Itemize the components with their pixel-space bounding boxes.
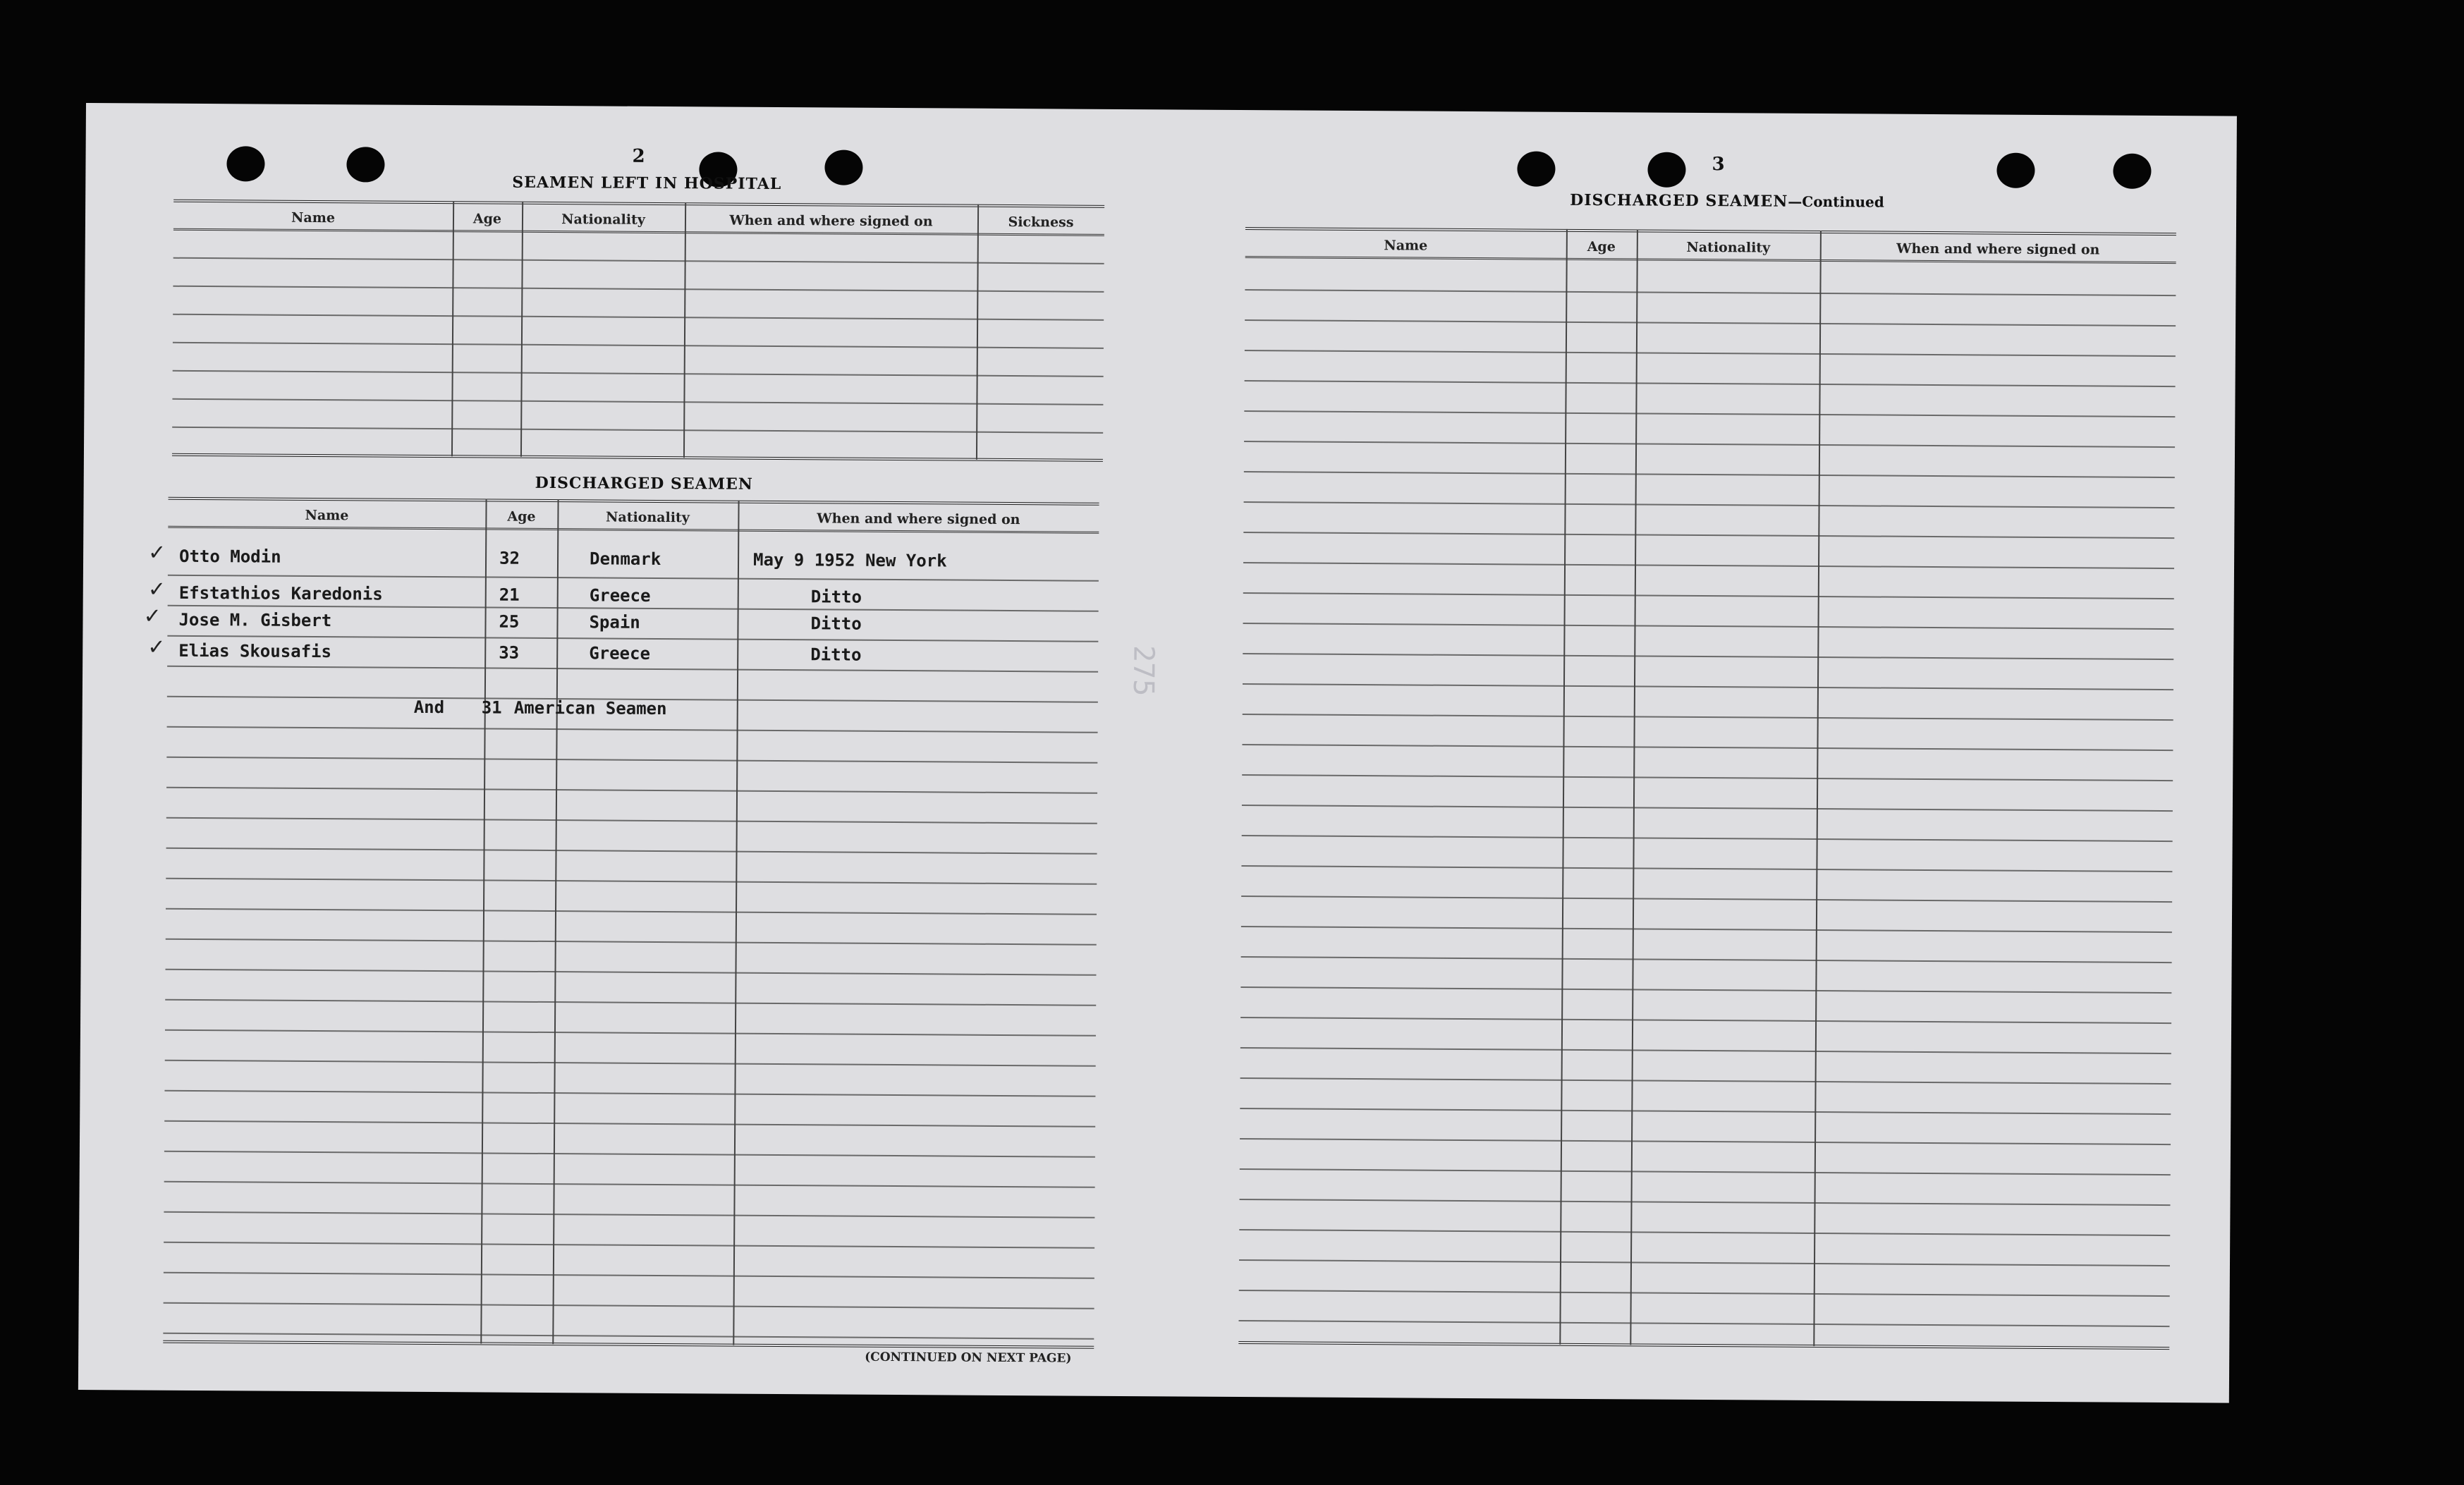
column-divider bbox=[451, 201, 454, 456]
punch-hole bbox=[346, 147, 384, 182]
page-number: 2 bbox=[632, 145, 645, 167]
check-mark: ✓ bbox=[143, 604, 161, 629]
column-header-nationality: Nationality bbox=[1686, 239, 1771, 256]
row-rule bbox=[173, 286, 1104, 293]
column-divider bbox=[976, 204, 979, 460]
row-rule bbox=[1243, 532, 2174, 539]
row-rule bbox=[1240, 1199, 2171, 1206]
row-rule bbox=[164, 1272, 1094, 1279]
punch-hole bbox=[824, 149, 862, 185]
seaman-age: 32 bbox=[499, 548, 520, 568]
row-rule bbox=[1241, 896, 2172, 903]
row-rule bbox=[164, 1120, 1095, 1128]
seaman-nationality: Denmark bbox=[589, 549, 661, 569]
row-rule bbox=[1244, 501, 2175, 508]
row-rule bbox=[166, 908, 1097, 915]
row-rule bbox=[1245, 319, 2176, 326]
row-rule bbox=[166, 817, 1097, 824]
discharged-table bbox=[143, 497, 1099, 1356]
row-rule bbox=[165, 1060, 1096, 1067]
page-number: 3 bbox=[1712, 154, 1725, 176]
punch-hole bbox=[226, 146, 264, 181]
seaman-signed-on: Ditto bbox=[810, 613, 862, 634]
column-header-name: Name bbox=[305, 507, 349, 524]
hospital-section-title: SEAMEN LEFT IN HOSPITAL bbox=[512, 173, 782, 194]
row-rule bbox=[1243, 562, 2174, 569]
row-rule bbox=[168, 575, 1099, 582]
seaman-signed-on: Ditto bbox=[810, 644, 862, 665]
column-divider bbox=[1559, 229, 1568, 1345]
row-rule bbox=[1242, 774, 2173, 781]
seaman-age: 25 bbox=[499, 611, 520, 632]
row-rule bbox=[1244, 471, 2175, 478]
document-sheet bbox=[78, 103, 2237, 1403]
column-divider bbox=[683, 202, 686, 458]
row-rule bbox=[167, 666, 1098, 673]
summary-prefix: And bbox=[413, 697, 445, 718]
punch-hole bbox=[1996, 153, 2035, 188]
row-rule bbox=[164, 1090, 1095, 1097]
row-rule bbox=[1240, 1108, 2171, 1115]
row-rule bbox=[1240, 1047, 2171, 1054]
punch-hole bbox=[1517, 151, 1555, 186]
row-rule bbox=[1244, 410, 2175, 417]
row-rule bbox=[1243, 714, 2173, 721]
seaman-nationality: Greece bbox=[589, 643, 651, 664]
seaman-age: 33 bbox=[499, 642, 520, 663]
row-rule bbox=[165, 969, 1096, 976]
column-divider bbox=[1630, 229, 1638, 1345]
row-rule bbox=[165, 999, 1096, 1006]
column-divider bbox=[733, 501, 739, 1345]
seaman-age: 21 bbox=[499, 585, 520, 605]
column-header-age: Age bbox=[1587, 239, 1616, 255]
row-rule bbox=[167, 726, 1098, 733]
column-header-age: Age bbox=[472, 211, 502, 227]
row-rule bbox=[166, 757, 1097, 764]
row-rule bbox=[1243, 653, 2173, 660]
column-divider bbox=[1813, 231, 1822, 1346]
seaman-name: Otto Modin bbox=[178, 546, 281, 567]
seaman-signed-on: Ditto bbox=[810, 587, 862, 607]
row-rule bbox=[1242, 805, 2173, 812]
row-rule bbox=[1245, 289, 2176, 296]
section-title-suffix: —Continued bbox=[1788, 192, 1884, 211]
check-mark: ✓ bbox=[147, 635, 166, 660]
column-divider bbox=[480, 499, 487, 1343]
column-divider bbox=[552, 499, 559, 1344]
row-rule bbox=[166, 878, 1097, 885]
section-rule bbox=[1238, 1341, 2169, 1350]
row-rule bbox=[1241, 865, 2172, 872]
column-header-nationality: Nationality bbox=[605, 509, 690, 526]
row-rule bbox=[1238, 1320, 2169, 1327]
punch-hole bbox=[1647, 152, 1685, 188]
table-header bbox=[173, 200, 1104, 236]
row-rule bbox=[164, 1211, 1094, 1218]
page-2 bbox=[78, 103, 1158, 1396]
seaman-nationality: Greece bbox=[589, 585, 651, 606]
table-header bbox=[1245, 227, 2176, 264]
summary-text: American Seamen bbox=[513, 697, 667, 719]
column-header-signed-on: When and where signed on bbox=[729, 212, 933, 230]
section-rule bbox=[163, 1340, 1094, 1349]
column-header-signed-on: When and where signed on bbox=[817, 511, 1020, 528]
row-rule bbox=[1241, 956, 2172, 963]
row-rule bbox=[165, 1029, 1096, 1037]
row-rule bbox=[1240, 1077, 2171, 1084]
row-rule bbox=[173, 257, 1104, 264]
punch-hole bbox=[2113, 154, 2151, 189]
row-rule bbox=[166, 939, 1097, 946]
check-mark: ✓ bbox=[147, 540, 166, 566]
row-rule bbox=[1241, 926, 2172, 933]
row-rule bbox=[164, 1181, 1095, 1188]
seaman-nationality: Spain bbox=[589, 612, 640, 632]
row-rule bbox=[173, 342, 1104, 349]
column-header-name: Name bbox=[1384, 238, 1428, 254]
discharged-continued-table bbox=[1238, 227, 2176, 1354]
seaman-name: Jose M. Gisbert bbox=[178, 609, 332, 631]
check-mark: ✓ bbox=[147, 577, 166, 602]
section-title-main: DISCHARGED SEAMEN bbox=[1570, 190, 1788, 211]
row-rule bbox=[1240, 1017, 2171, 1024]
row-rule bbox=[164, 1242, 1094, 1249]
bleed-through-mark: 275 bbox=[1127, 644, 1160, 697]
summary-count: 31 bbox=[481, 697, 502, 718]
page-3 bbox=[1171, 109, 2237, 1402]
discharged-section-title: DISCHARGED SEAMEN bbox=[535, 473, 753, 494]
row-rule bbox=[166, 787, 1097, 794]
hospital-table bbox=[172, 200, 1104, 466]
row-rule bbox=[1245, 350, 2176, 357]
row-rule bbox=[1243, 623, 2174, 630]
row-rule bbox=[1239, 1229, 2170, 1236]
row-rule bbox=[164, 1151, 1095, 1158]
row-rule bbox=[1239, 1259, 2170, 1266]
row-rule bbox=[173, 314, 1104, 321]
column-divider bbox=[520, 202, 523, 457]
row-rule bbox=[1240, 1168, 2171, 1175]
row-rule bbox=[1239, 1290, 2170, 1297]
column-header-nationality: Nationality bbox=[561, 212, 645, 228]
row-rule bbox=[163, 1333, 1094, 1340]
row-rule bbox=[1242, 744, 2173, 751]
column-header-sickness: Sickness bbox=[1008, 214, 1074, 231]
row-rule bbox=[1244, 441, 2175, 448]
row-rule bbox=[1245, 380, 2176, 387]
row-rule bbox=[1243, 592, 2174, 599]
row-rule bbox=[1243, 683, 2173, 690]
row-rule bbox=[172, 427, 1103, 434]
row-rule bbox=[164, 1302, 1094, 1309]
seaman-name: Elias Skousafis bbox=[178, 640, 332, 662]
column-header-name: Name bbox=[291, 209, 336, 226]
row-rule bbox=[166, 848, 1097, 855]
column-header-signed-on: When and where signed on bbox=[1896, 240, 2100, 258]
row-rule bbox=[1242, 835, 2173, 842]
section-rule bbox=[172, 453, 1103, 462]
row-rule bbox=[172, 398, 1103, 405]
continued-footer: (CONTINUED ON NEXT PAGE) bbox=[865, 1350, 1072, 1366]
table-header bbox=[168, 497, 1099, 534]
column-header-age: Age bbox=[507, 508, 536, 525]
seaman-name: Efstathios Karedonis bbox=[178, 582, 383, 604]
continued-section-title bbox=[1570, 191, 1884, 212]
row-rule bbox=[1240, 986, 2171, 994]
seaman-signed-on: May 9 1952 New York bbox=[752, 549, 947, 571]
row-rule bbox=[173, 370, 1104, 377]
row-rule bbox=[1240, 1138, 2171, 1145]
